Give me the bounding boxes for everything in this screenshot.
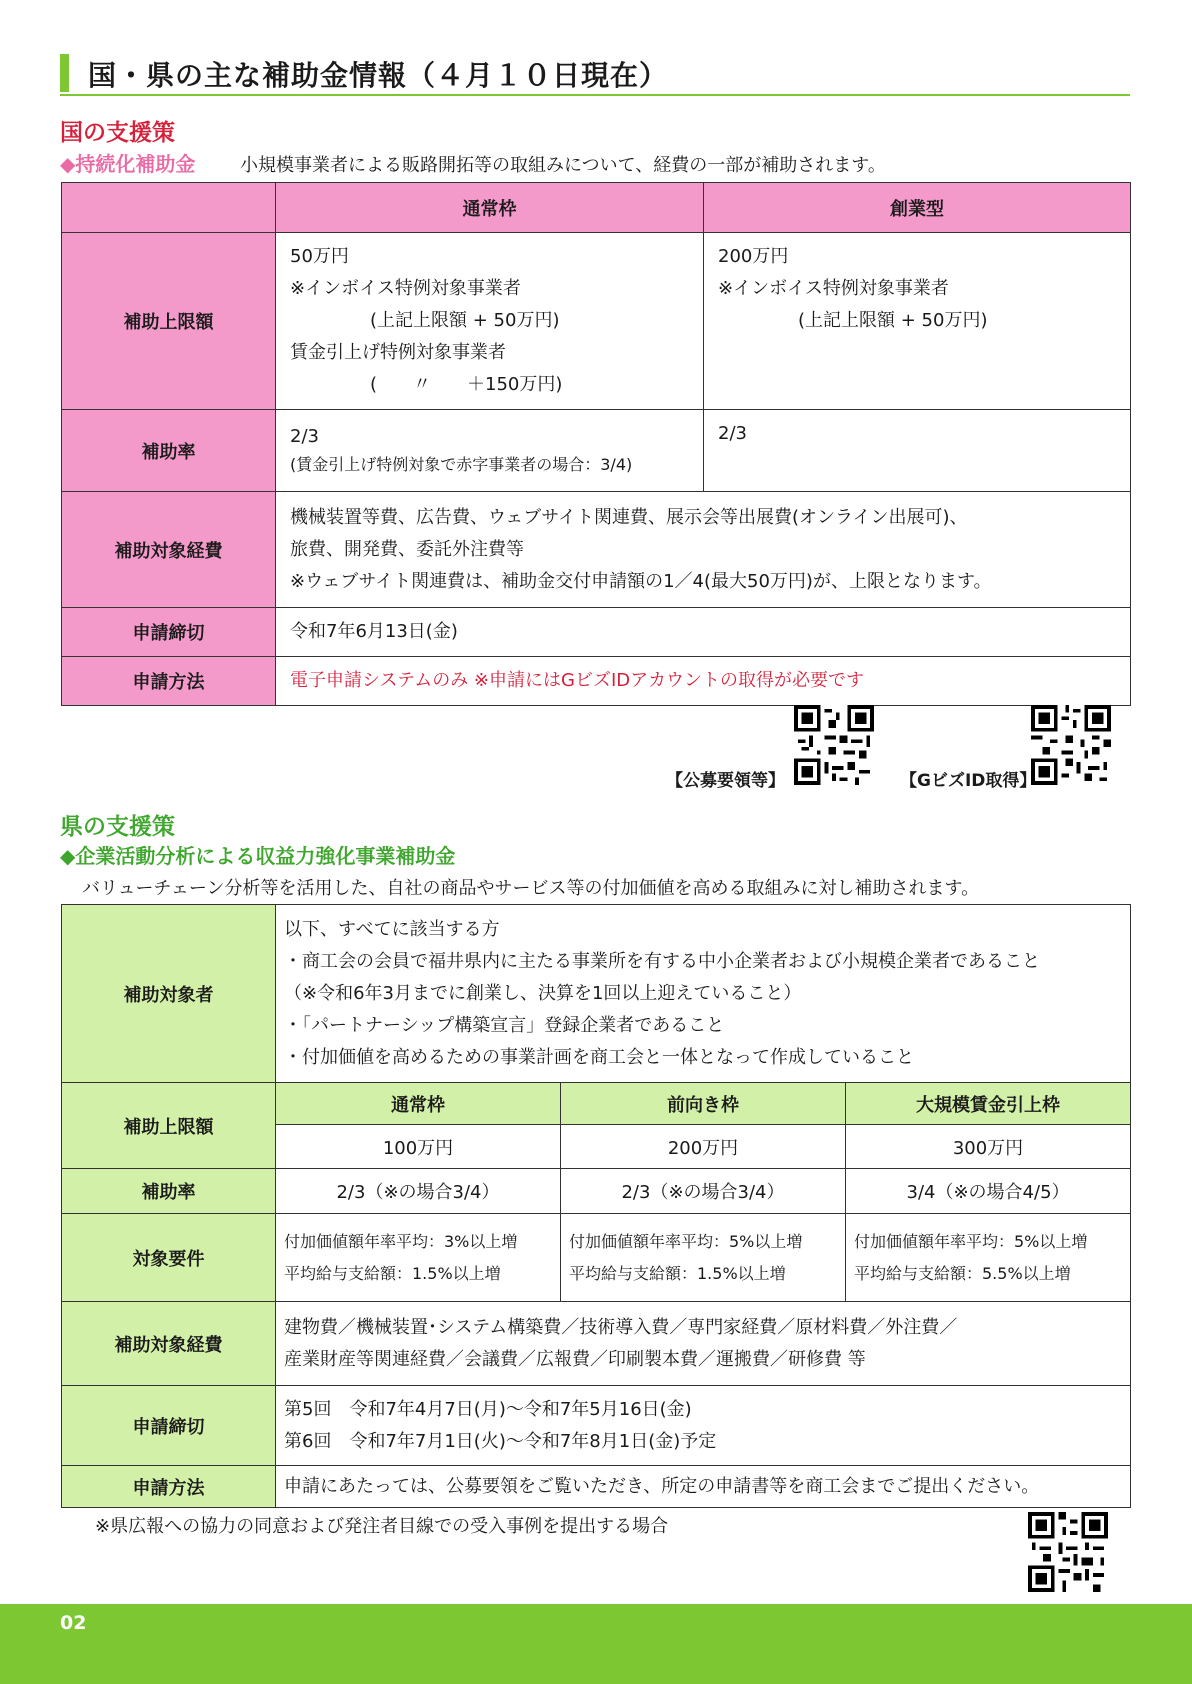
pref-cost-label: 補助対象経費 xyxy=(62,1302,276,1386)
cost-value: 機械装置等費、広告費、ウェブサイト関連費、展示会等出展費(オンライン出展可)、 旅費、開発費、委託外注費等 ※ウェブサイト関連費は、補助金交付申請額の1／4(最大50万円)が、上限となります。 xyxy=(276,492,1131,608)
deadline-label: 申請締切 xyxy=(62,608,276,657)
rate-startup: 2/3 xyxy=(704,410,1131,492)
pref-limit-wage: 300万円 xyxy=(846,1125,1131,1169)
rate-normal: 2/3 (賃金引上げ特例対象で赤字事業者の場合：3/4) xyxy=(276,410,704,492)
footer-bar xyxy=(0,1604,1192,1684)
header-spacer xyxy=(62,183,276,233)
cost-label: 補助対象経費 xyxy=(62,492,276,608)
pref-req-normal: 付加価値額年率平均：3%以上増 平均給与支給額：1.5%以上増 xyxy=(276,1214,561,1302)
prefecture-heading: 県の支援策 xyxy=(60,814,175,840)
col-normal: 通常枠 xyxy=(276,183,704,233)
limit-label: 補助上限額 xyxy=(62,233,276,410)
rate-label: 補助率 xyxy=(62,410,276,492)
pref-rate-normal: 2/3（※の場合3/4） xyxy=(276,1169,561,1214)
qr-code-prefecture[interactable] xyxy=(1028,1512,1108,1592)
pref-limit-label: 補助上限額 xyxy=(62,1083,276,1169)
pref-rate-label: 補助率 xyxy=(62,1169,276,1214)
method-label: 申請方法 xyxy=(62,657,276,706)
title-accent-bar xyxy=(60,54,69,92)
pref-deadline-label: 申請締切 xyxy=(62,1386,276,1466)
pref-method-value: 申請にあたっては、公募要領をご覧いただき、所定の申請書等を商工会までご提出ください。 xyxy=(276,1466,1131,1508)
pref-req-forward: 付加価値額年率平均：5%以上増 平均給与支給額：1.5%以上増 xyxy=(561,1214,846,1302)
prefecture-subsidy-table xyxy=(61,904,1131,1508)
qr-code-guidelines[interactable] xyxy=(794,705,874,785)
pref-req-label: 対象要件 xyxy=(62,1214,276,1302)
limit-startup: 200万円 ※インボイス特例対象事業者 (上記上限額 + 50万円) xyxy=(704,233,1131,410)
pref-col-normal: 通常枠 xyxy=(276,1083,561,1125)
page-number: 02 xyxy=(60,1612,87,1634)
prefecture-subsidy-desc: バリューチェーン分析等を活用した、自社の商品やサービス等の付加価値を高める取組みに対し補助されます。 xyxy=(82,878,980,899)
national-heading: 国の支援策 xyxy=(60,120,175,146)
prefecture-subsidy-name: ◆企業活動分析による収益力強化事業補助金 xyxy=(60,844,456,868)
qr-label-guidelines: 【公募要領等】 xyxy=(666,771,785,791)
page-title: 国・県の主な補助金情報（４月１０日現在） xyxy=(88,59,669,92)
national-subsidy-table xyxy=(61,182,1131,706)
footnote: ※県広報への協力の同意および発注者目線での受入事例を提出する場合 xyxy=(95,1516,669,1537)
pref-req-wage: 付加価値額年率平均：5%以上増 平均給与支給額：5.5%以上増 xyxy=(846,1214,1131,1302)
qr-code-gbizid[interactable] xyxy=(1031,705,1111,785)
pref-limit-normal: 100万円 xyxy=(276,1125,561,1169)
pref-cost-value: 建物費／機械装置･システム構築費／技術導入費／専門家経費／原材料費／外注費／ 産業財産等関連経費／会議費／広報費／印刷製本費／運搬費／研修費 等 xyxy=(276,1302,1131,1386)
pref-col-wage: 大規模賃金引上枠 xyxy=(846,1083,1131,1125)
pref-limit-forward: 200万円 xyxy=(561,1125,846,1169)
page-title-block xyxy=(60,50,1130,96)
method-value: 電子申請システムのみ ※申請にはGビズIDアカウントの取得が必要です xyxy=(276,657,1131,706)
pref-deadline-value: 第5回 令和7年4月7日(月)～令和7年5月16日(金) 第6回 令和7年7月1日(火)～令和7年8月1日(金)予定 xyxy=(276,1386,1131,1466)
pref-rate-wage: 3/4（※の場合4/5） xyxy=(846,1169,1131,1214)
target-label: 補助対象者 xyxy=(62,905,276,1083)
target-value: 以下、すべてに該当する方 ・商工会の会員で福井県内に主たる事業所を有する中小企業者および小規模企業者であること （※令和6年3月までに創業し、決算を1回以上迎えていること） ・「パートナーシップ構築宣言」登録企業者であること ・付加価値を高めるための事業計画を商工会と一体となって作成していること xyxy=(276,905,1131,1083)
pref-rate-forward: 2/3（※の場合3/4） xyxy=(561,1169,846,1214)
pref-col-forward: 前向き枠 xyxy=(561,1083,846,1125)
qr-label-gbizid: 【GビズID取得】 xyxy=(900,771,1037,791)
national-subsidy-desc: 小規模事業者による販路開拓等の取組みについて、経費の一部が補助されます。 xyxy=(240,155,886,176)
national-subsidy-name: ◆持続化補助金 xyxy=(60,152,196,176)
col-startup: 創業型 xyxy=(704,183,1131,233)
pref-method-label: 申請方法 xyxy=(62,1466,276,1508)
limit-normal: 50万円 ※インボイス特例対象事業者 (上記上限額 + 50万円) 賃金引上げ特例対象事業者 ( 〃 ＋150万円) xyxy=(276,233,704,410)
deadline-value: 令和7年6月13日(金) xyxy=(276,608,1131,657)
